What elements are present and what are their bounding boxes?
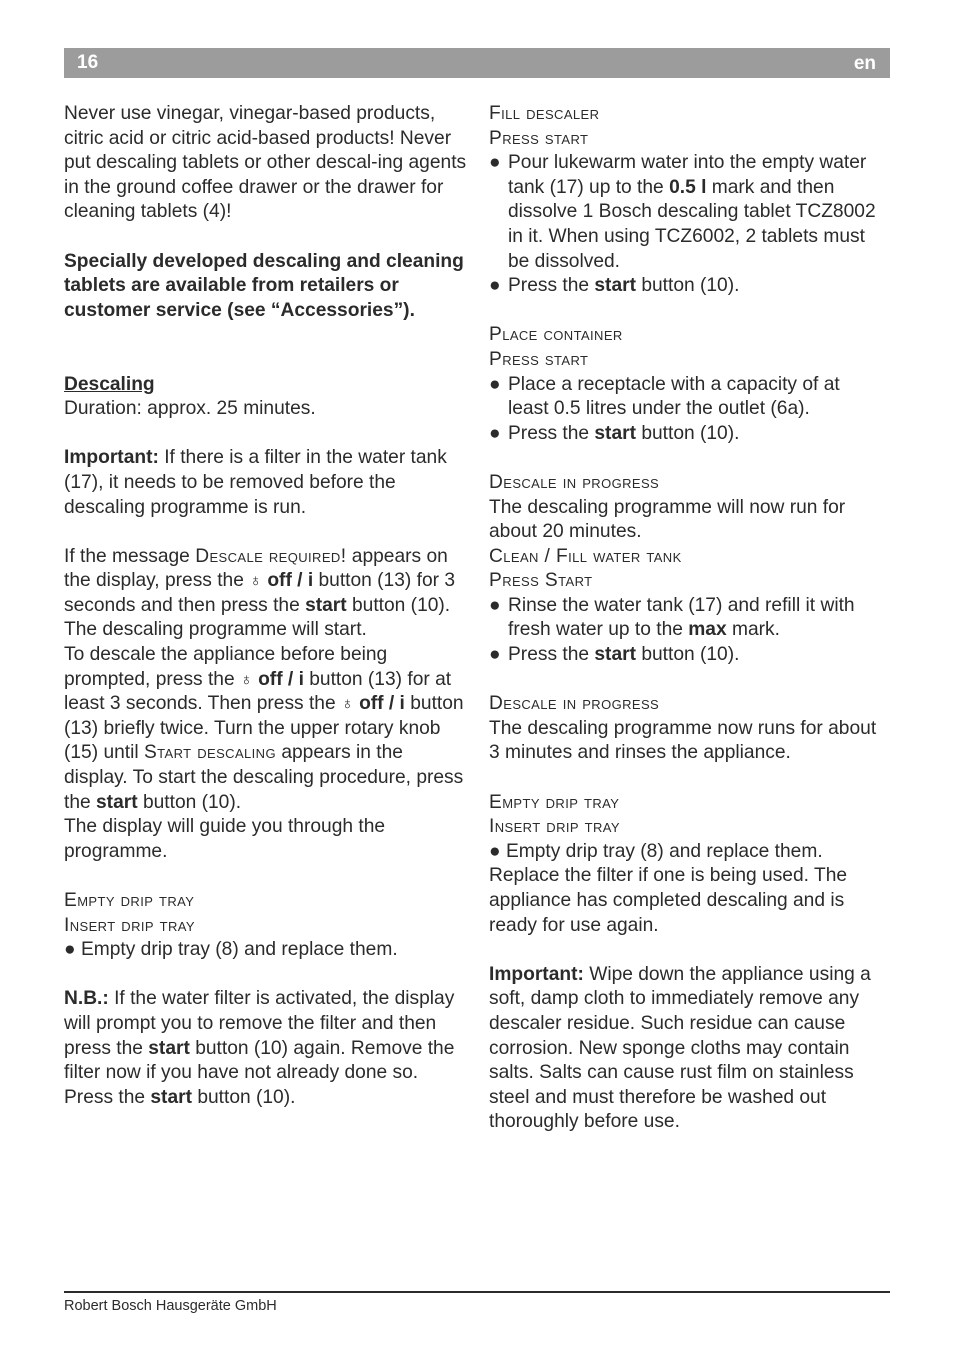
language-code: en bbox=[853, 53, 876, 74]
bullet-icon: ● bbox=[489, 275, 501, 297]
bullet-pour-water: ● Pour lukewarm water into the empty water tank (17) up to the 0.5 l mark and then dissolve 1 Bosch descaling tablet TCZ8002 in it. When using TCZ6002, 2 tablets must be dissolved. bbox=[489, 152, 876, 272]
footer-company: Robert Bosch Hausgeräte GmbH bbox=[64, 1298, 277, 1314]
accessories-note: Specially developed descaling and cleaning tablets are available from retailers or customer service (see “Accessories”). bbox=[64, 250, 464, 321]
replace-filter-text: Replace the filter if one is being used. The appliance has completed descaling and is ready for use again. bbox=[489, 865, 848, 936]
display-msg-insert-drip-tray: Insert drip tray bbox=[64, 914, 195, 936]
left-column bbox=[64, 102, 470, 1110]
guide-text: The display will guide you through the programme. bbox=[64, 816, 386, 862]
display-msg-press-start: Press start bbox=[489, 348, 589, 370]
page-number: 16 bbox=[77, 52, 99, 73]
manual-descale-paragraph: To descale the appliance before being prompted, press the ♁ off / i button (13) for at least 3 seconds. Then press the ♁ off / i button (13) briefly twice. Turn the upper rotary knob (15) until Start descaling appears in the display. To start the descaling procedure, press the start button (10). bbox=[64, 644, 464, 813]
section-heading-descaling: Descaling bbox=[64, 373, 155, 395]
bullet-icon: ● bbox=[489, 644, 501, 666]
bullet-rinse-tank: ● Rinse the water tank (17) and refill it with fresh water up to the max mark. bbox=[489, 594, 855, 641]
descale-required-paragraph: If the message Descale required! appears on the display, press the ♁ off / i button (13) for 3 seconds and then press the start button (10). The descaling programme will start. bbox=[64, 545, 456, 641]
bullet-empty-drip-tray: ● Empty drip tray (8) and replace them. bbox=[64, 939, 398, 961]
display-msg-clean-fill-tank: Clean / Fill water tank bbox=[489, 545, 682, 567]
display-msg-insert-drip-tray: Insert drip tray bbox=[489, 816, 620, 838]
display-msg-fill-descaler: Fill descaler bbox=[489, 103, 600, 124]
warning-paragraph: Never use vinegar, vinegar-based products, citric acid or citric acid-based products! Never put descaling tablets or other descal-ing agents in the ground coffee drawer or the drawer for cleaning tablets (4)! bbox=[64, 103, 467, 223]
display-msg-empty-drip-tray: Empty drip tray bbox=[489, 791, 620, 813]
bullet-icon: ● bbox=[489, 840, 501, 862]
nb-paragraph: N.B.: If the water filter is activated, the display will prompt you to remove the filter and then press the start button (10) again. Remove the filter now if you have not already done so. Press the start button (10). bbox=[64, 988, 455, 1108]
display-msg-place-container: Place container bbox=[489, 324, 623, 346]
duration-text: Duration: approx. 25 minutes. bbox=[64, 398, 316, 420]
run-3-minutes-text: The descaling programme now runs for about 3 minutes and rinses the appliance. bbox=[489, 717, 877, 764]
power-icon: ♁ bbox=[249, 571, 262, 591]
bullet-icon: ● bbox=[489, 152, 501, 174]
bullet-press-start: ● Press the start button (10). bbox=[489, 422, 885, 447]
power-icon: ♁ bbox=[239, 669, 253, 689]
display-msg-descale-in-progress: Descale in progress bbox=[489, 693, 660, 715]
bullet-icon: ● bbox=[64, 939, 76, 961]
bullet-place-receptacle: ● Place a receptacle with a capacity of at least 0.5 litres under the outlet (6a). bbox=[489, 373, 840, 420]
page-header bbox=[64, 48, 890, 78]
display-msg-empty-drip-tray: Empty drip tray bbox=[64, 890, 195, 911]
display-msg-descale-in-progress: Descale in progress bbox=[489, 471, 660, 493]
footer-divider bbox=[64, 1291, 890, 1293]
right-column bbox=[489, 102, 885, 1135]
run-20-minutes-text: The descaling programme will now run for about 20 minutes. bbox=[489, 496, 846, 543]
important-wipe-note: Important: Wipe down the appliance using a soft, damp cloth to immediately remove any descaler residue. Such residue can cause corrosion. New sponge cloths may contain salts. Salts can cause rust film on stainless steel and must therefore be washed out thoroughly before use. bbox=[489, 963, 871, 1133]
display-msg-press-start: Press start bbox=[489, 127, 589, 149]
important-filter-note: Important: If there is a filter in the water tank (17), it needs to be removed before the descaling programme is run. bbox=[64, 447, 447, 518]
bullet-empty-drip-tray: ● Empty drip tray (8) and replace them. bbox=[489, 840, 823, 862]
bullet-press-start: ● Press the start button (10). bbox=[489, 643, 885, 668]
bullet-icon: ● bbox=[489, 422, 501, 444]
display-msg-press-start-2: Press Start bbox=[489, 570, 593, 592]
bullet-icon: ● bbox=[489, 594, 501, 616]
power-icon: ♁ bbox=[340, 694, 354, 714]
bullet-press-start: ● Press the start button (10). bbox=[489, 274, 885, 299]
bullet-icon: ● bbox=[489, 373, 501, 395]
